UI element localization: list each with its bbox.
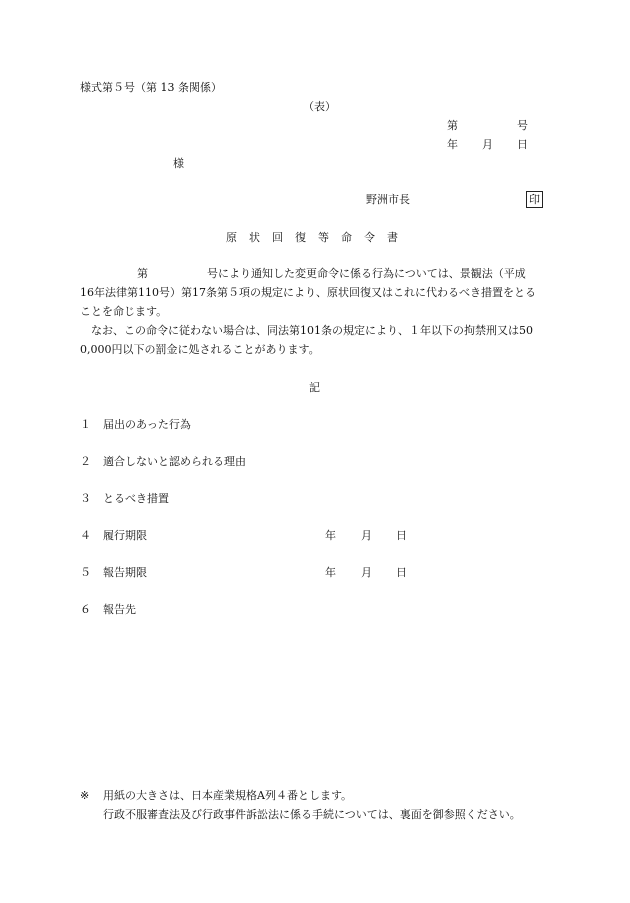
side-label: （表） xyxy=(303,100,336,113)
title-char: 状 xyxy=(249,231,260,244)
item-label: 届出のあった行為 xyxy=(103,418,191,431)
item-number: ３ xyxy=(80,492,91,505)
addressee-suffix: 様 xyxy=(173,157,184,170)
deadline-month: 月 xyxy=(361,529,372,542)
number-suffix: 号 xyxy=(517,119,528,132)
item-number: ４ xyxy=(80,529,91,542)
ki-heading: 記 xyxy=(309,381,320,394)
issuer: 野洲市長 xyxy=(366,193,410,206)
title-char: 復 xyxy=(295,231,306,244)
note-line1: 用紙の大きさは、日本産業規格A列４番とします。 xyxy=(103,789,353,802)
item-number: ５ xyxy=(80,566,91,579)
item-label: 報告先 xyxy=(103,603,136,616)
note-line2: 行政不服審査法及び行政事件訴訟法に係る手続については、裏面を御参照ください。 xyxy=(103,808,521,821)
title-char: 書 xyxy=(387,231,398,244)
item-label: とるべき措置 xyxy=(103,492,169,505)
date-year: 年 xyxy=(447,138,458,151)
item-label: 適合しないと認められる理由 xyxy=(103,455,246,468)
date-month: 月 xyxy=(482,138,493,151)
title-char: 回 xyxy=(272,231,283,244)
report-day: 日 xyxy=(396,566,407,579)
item-label: 報告期限 xyxy=(103,566,147,579)
number-prefix: 第 xyxy=(447,119,458,132)
date-day: 日 xyxy=(517,138,528,151)
body-p1-line2: 16年法律第110号）第17条第５項の規定により、原状回復又はこれに代わるべき措置をとる xyxy=(80,286,536,299)
deadline-year: 年 xyxy=(325,529,336,542)
report-year: 年 xyxy=(325,566,336,579)
body-p2-line1: なお、この命令に従わない場合は、同法第101条の規定により、１年以下の拘禁刑又は50 xyxy=(91,324,533,337)
item-label: 履行期限 xyxy=(103,529,147,542)
note-mark: ※ xyxy=(80,789,90,802)
body-p1-lead: 第 xyxy=(137,267,148,280)
deadline-day: 日 xyxy=(396,529,407,542)
official-seal-mark: 印 xyxy=(526,191,543,208)
body-p1-line3: ことを命じます。 xyxy=(80,305,168,318)
title-char: 命 xyxy=(341,231,352,244)
item-number: １ xyxy=(80,418,91,431)
form-label: 様式第５号（第 13 条関係） xyxy=(80,81,222,94)
report-month: 月 xyxy=(361,566,372,579)
body-p2-line2: 0,000円以下の罰金に処されることがあります。 xyxy=(80,343,320,356)
title-char: 令 xyxy=(364,231,375,244)
item-number: ２ xyxy=(80,455,91,468)
item-number: ６ xyxy=(80,603,91,616)
title-char: 原 xyxy=(226,231,237,244)
body-p1-line1: 号により通知した変更命令に係る行為については、景観法（平成 xyxy=(207,267,526,280)
title-char: 等 xyxy=(318,231,329,244)
document-title xyxy=(226,231,398,245)
